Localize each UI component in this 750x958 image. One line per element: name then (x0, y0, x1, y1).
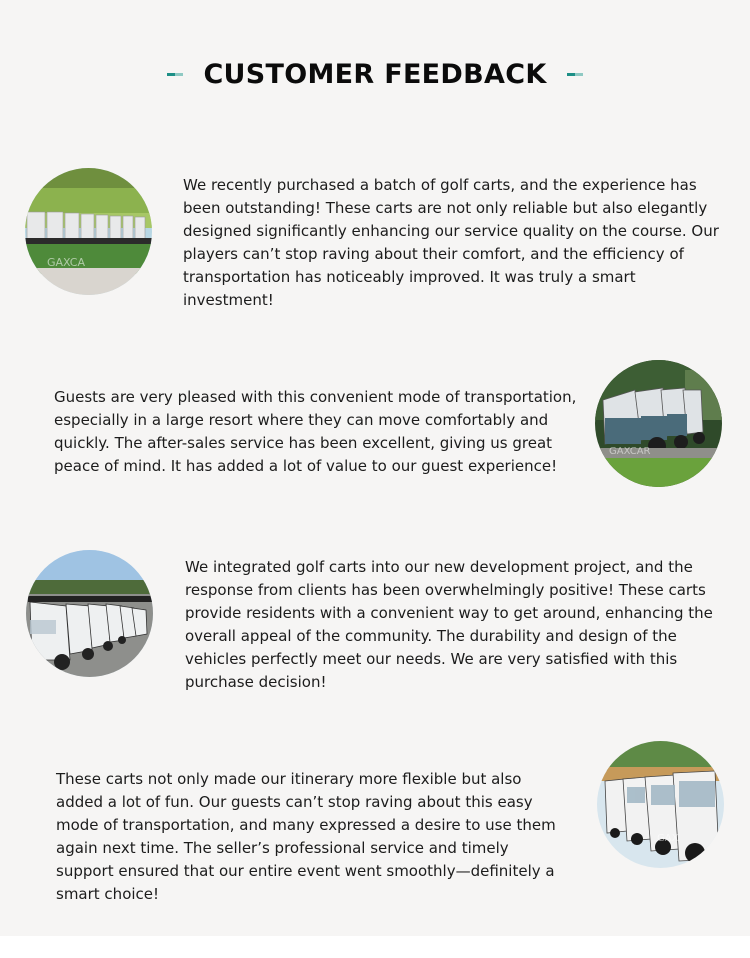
testimonial-3-text: We integrated golf carts into our new development project, and the response from clients has been overwhelmingly positive! These carts provide residents with a convenient way to get around, enhancing the overall appeal of the community. The durability and design of the vehicles perfectly meet our needs. We are very satisfied with this purchase decision! (185, 558, 713, 691)
right-accent-dash (567, 73, 583, 76)
testimonial-2-text: Guests are very pleased with this convenient mode of transportation, especially in a large resort where they can move comfortably and quickly. The after-sales service has been excellent, giving us great peace of mind. It has added a lot of value to our guest experience! (54, 388, 577, 475)
testimonial-4-text: These carts not only made our itinerary more flexible but also added a lot of fun. Our guests can’t stop raving about this easy mode of transportation, and many expressed a desire to use them again next time. The seller’s professional service and timely support ensured that our entire event went smoothly—definitely a smart choice! (56, 770, 556, 903)
svg-text:GAX: GAX (657, 833, 679, 844)
left-accent-dash (167, 73, 183, 76)
testimonial-1-text: We recently purchased a batch of golf carts, and the experience has been outstanding! These carts are not only reliable but also elegantly designed significantly enhancing our service quality on the course. Our players can’t stop raving about their comfort, and the efficiency of transportation has noticeably improved. It was truly a smart investment! (183, 176, 719, 309)
svg-text:GAXCA: GAXCA (47, 256, 85, 269)
testimonial-3-photo (26, 550, 153, 677)
svg-text:GAXCAR: GAXCAR (609, 446, 651, 457)
section-title: CUSTOMER FEEDBACK (203, 58, 547, 90)
testimonial-2-photo (595, 360, 722, 487)
testimonial-4-photo (597, 741, 724, 868)
testimonial-1-photo (25, 168, 152, 295)
section-header (0, 56, 750, 92)
